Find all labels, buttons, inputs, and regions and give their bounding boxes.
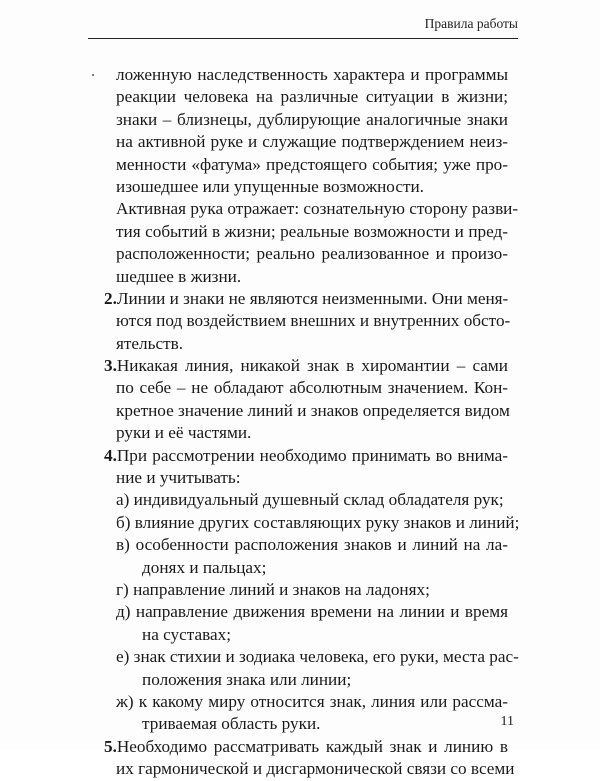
active-hand-paragraph	[116, 198, 519, 288]
text-line: ятельств.	[116, 333, 184, 353]
intro-paragraph	[116, 64, 508, 198]
text-line: расположенности; реально реализованное и произо-	[116, 244, 508, 264]
item-number: 5.	[104, 736, 117, 756]
running-head	[88, 14, 518, 39]
text-line: в) особенности расположения знаков и линий на ла-	[116, 535, 508, 555]
text-line: триваемая область руки.	[142, 714, 321, 734]
text-line: а) индивидуальный душевный склад обладателя рук;	[116, 490, 504, 510]
text-line: ж) к какому миру относится знак, линия или рассма-	[116, 691, 508, 711]
subitem-b	[104, 512, 520, 534]
text-line: б) влияние других составляющих руку знаков и линий;	[116, 512, 520, 532]
text-line: их гармонической и дисгармонической связи со всеми	[116, 759, 515, 779]
page-number: 11	[500, 714, 514, 729]
text-line: д) направление движения времени на линии и время	[116, 602, 508, 622]
text-line: реакции человека на различные ситуации в жизни;	[116, 87, 508, 107]
item-text: Необходимо рассматривать каждый знак и линию в	[116, 736, 508, 756]
text-line: г) направление линий и знаков на ладонях;	[116, 579, 430, 599]
text-line: тия событий в жизни; реальные возможности и пред-	[116, 221, 508, 241]
item-text: При рассмотрении необходимо принимать во внима-	[116, 445, 508, 465]
text-line: изошедшее или упущенные возможности.	[116, 176, 424, 196]
text-line	[104, 445, 508, 467]
subitem-d	[104, 601, 508, 646]
margin-dot	[92, 74, 94, 76]
list-item-5	[104, 736, 515, 781]
text-line: ние и учитывать:	[116, 468, 241, 488]
text-line: менности «фатума» предстоящего события; уже про-	[116, 154, 508, 174]
item-number: 4.	[104, 445, 117, 465]
running-head-title: Правила работы	[424, 16, 518, 31]
text-line	[104, 355, 508, 377]
text-line: кретное значение линий и знаков определяется видом	[116, 400, 510, 420]
text-line: руки и её частями.	[116, 423, 252, 443]
text-line: положения знака или линии;	[142, 669, 352, 689]
text-line: донях и пальцах;	[142, 557, 267, 577]
subitem-e	[104, 646, 519, 691]
item-number: 2.	[104, 288, 117, 308]
text-line: шедшее в жизни.	[116, 266, 242, 286]
text-line: на активной руке и служащие подтверждением неиз-	[116, 132, 508, 152]
item-text: Линии и знаки не являются неизменными. Они меня-	[116, 288, 509, 308]
text-line: ложенную наследственность характера и программы	[116, 65, 508, 84]
text-line: на суставах;	[142, 624, 231, 644]
list-item-3	[104, 355, 508, 445]
subitem-g	[104, 579, 508, 601]
text-line: Активная рука отражает: сознательную сторону разви-	[116, 199, 519, 219]
text-line	[104, 288, 508, 310]
text-line	[104, 736, 508, 758]
subitem-v	[104, 534, 508, 579]
item-text: Никакая линия, никакой знак в хиромантии – сами	[116, 356, 508, 376]
text-line: е) знак стихии и зодиака человека, его руки, места рас-	[116, 647, 519, 667]
subitem-a	[104, 489, 508, 511]
list-item-4	[104, 445, 508, 490]
text-line: знаки – близнецы, дублирующие аналогичные знаки	[116, 109, 508, 129]
text-line: по себе – не обладают абсолютным значением. Кон-	[116, 378, 508, 398]
text-line: ются под воздействием внешних и внутренних обсто-	[116, 311, 511, 331]
item-number: 3.	[104, 356, 117, 376]
body-text	[104, 64, 520, 781]
subitem-zh	[104, 691, 508, 736]
list-item-2	[104, 288, 511, 355]
